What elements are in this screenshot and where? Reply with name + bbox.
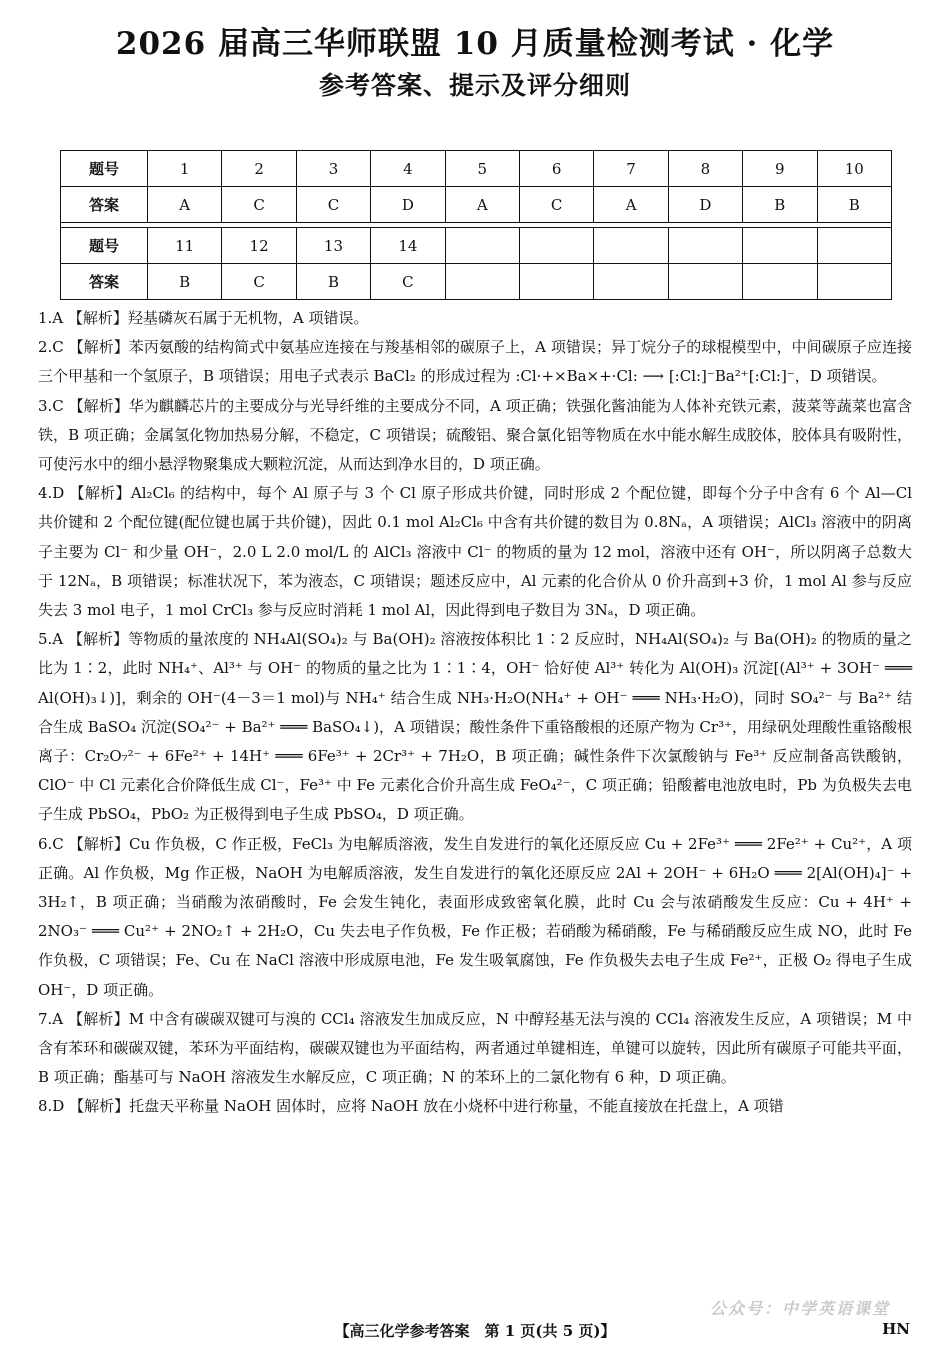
page-subtitle: 参考答案、提示及评分细则	[318, 71, 631, 100]
question-number-cell: 5	[445, 151, 519, 187]
explanation-item: 2.C 【解析】苯丙氨酸的结构简式中氨基应连接在与羧基相邻的碳原子上，A 项错误；异丁烷分子的球棍模型中，中间碳原子应连接三个甲基和一个氢原子，B 项错误；用电子式表示 BaCl₂ 的形成过程为 :Cl·+×Ba×+·Cl: ⟶ [:Cl:]⁻Ba²⁺[:Cl:]⁻，D 项错误。	[38, 338, 912, 386]
answer-row	[61, 187, 892, 223]
question-number-cell: 10	[817, 151, 891, 187]
answer-cell: B	[817, 187, 891, 223]
question-number-cell: 8	[668, 151, 742, 187]
answer-cell	[817, 264, 891, 300]
page-footer: 【高三化学参考答案 第 1 页(共 5 页)】	[334, 1322, 616, 1340]
question-number-row-label: 题号	[61, 151, 148, 187]
question-number-cell: 12	[222, 228, 296, 264]
question-number-cell: 14	[371, 228, 445, 264]
question-number-cell: 2	[222, 151, 296, 187]
question-number-row	[61, 228, 892, 264]
question-number-cell: 6	[519, 151, 593, 187]
explanation-item: 6.C 【解析】Cu 作负极，C 作正极，FeCl₃ 为电解质溶液，发生自发进行的氧化还原反应 Cu + 2Fe³⁺ ═══ 2Fe²⁺ + Cu²⁺，A 项正确。Al 作负极，Mg 作正极，NaOH 为电解质溶液，发生自发进行的氧化还原反应 2Al + 2OH⁻ + 6H₂O ═══ 2[Al(OH)₄]⁻ + 3H₂↑，B 项正确；当硝酸为浓硝酸时，Fe 会发生钝化，表面形成致密氧化膜，此时 Cu 会与浓硝酸发生反应：Cu + 4H⁺ + 2NO₃⁻ ═══ Cu²⁺ + 2NO₂↑ + 2H₂O，Cu 失去电子作负极，Fe 作正极；若硝酸为稀硝酸，Fe 与稀硝酸反应生成 NO，此时 Fe 作负极，C 项错误；Fe、Cu 在 NaCl 溶液中形成原电池，Fe 发生吸氧腐蚀，Fe 作负极失去电子生成 Fe²⁺，正极 O₂ 得电子生成 OH⁻，D 项正确。	[38, 834, 912, 999]
answer-cell: D	[371, 187, 445, 223]
question-number-cell: 7	[594, 151, 668, 187]
answer-cell: A	[148, 187, 222, 223]
answer-row	[61, 264, 892, 300]
answer-cell	[445, 264, 519, 300]
explanation-item: 3.C 【解析】华为麒麟芯片的主要成分与光导纤维的主要成分不同，A 项正确；铁强化酱油能为人体补充铁元素，菠菜等蔬菜也富含铁，B 项正确；金属氢化物加热易分解，不稳定，C 项错误；硫酸铝、聚合氯化铝等物质在水中能水解生成胶体，胶体具有吸附性，可使污水中的细小悬浮物聚集成大颗粒沉淀，从而达到净水目的，D 项正确。	[38, 396, 912, 474]
answer-row-label: 答案	[61, 187, 148, 223]
answer-cell: C	[371, 264, 445, 300]
explanation-item: 1.A 【解析】羟基磷灰石属于无机物，A 项错误。	[38, 309, 369, 327]
answer-cell	[594, 264, 668, 300]
question-number-cell	[445, 228, 519, 264]
explanation-item: 4.D 【解析】Al₂Cl₆ 的结构中，每个 Al 原子与 3 个 Cl 原子形成共价键，同时形成 2 个配位键，即每个分子中含有 6 个 Al—Cl 共价键和 2 个配位键(配位键也属于共价键)，因此 0.1 mol Al₂Cl₆ 中含有共价键的数目为 0.8Nₐ，A 项错误；AlCl₃ 溶液中的阴离子主要为 Cl⁻ 和少量 OH⁻，2.0 L 2.0 mol/L 的 AlCl₃ 溶液中 Cl⁻ 的物质的量为 12 mol，溶液中还有 OH⁻，所以阴离子总数大于 12Nₐ，B 项错误；标准状况下，苯为液态，C 项错误；题述反应中，Al 元素的化合价从 0 价升高到+3 价，1 mol Al 参与反应失去 3 mol 电子，1 mol CrCl₃ 参与反应时消耗 1 mol Al，因此得到电子数目为 3Nₐ，D 项正确。	[38, 484, 912, 620]
region-code: HN	[882, 1320, 910, 1338]
answer-cell: C	[296, 187, 370, 223]
question-number-cell: 4	[371, 151, 445, 187]
answer-row-label: 答案	[61, 264, 148, 300]
question-number-cell: 9	[743, 151, 817, 187]
page-title: 2026 届高三华师联盟 10 月质量检测考试 · 化学	[115, 26, 835, 62]
question-number-cell: 1	[148, 151, 222, 187]
answer-cell: B	[296, 264, 370, 300]
answer-cell: A	[594, 187, 668, 223]
answer-cell	[743, 264, 817, 300]
explanation-item: 8.D 【解析】托盘天平称量 NaOH 固体时，应将 NaOH 放在小烧杯中进行称量，不能直接放在托盘上，A 项错	[38, 1097, 784, 1116]
answer-cell: B	[743, 187, 817, 223]
answer-cell: C	[222, 264, 296, 300]
question-number-row	[61, 151, 892, 187]
answer-cell	[519, 264, 593, 300]
explanation-item: 5.A 【解析】等物质的量浓度的 NH₄Al(SO₄)₂ 与 Ba(OH)₂ 溶液按体积比 1∶2 反应时，NH₄Al(SO₄)₂ 与 Ba(OH)₂ 的物质的量之比为 1∶2，此时 NH₄⁺、Al³⁺ 与 OH⁻ 的物质的量之比为 1∶1∶4，OH⁻ 恰好使 Al³⁺ 转化为 Al(OH)₃ 沉淀[(Al³⁺ + 3OH⁻ ═══ Al(OH)₃↓)]，剩余的 OH⁻(4－3＝1 mol)与 NH₄⁺ 结合生成 NH₃·H₂O(NH₄⁺ + OH⁻ ═══ NH₃·H₂O)，同时 SO₄²⁻ 与 Ba²⁺ 结合生成 BaSO₄ 沉淀(SO₄²⁻ + Ba²⁺ ═══ BaSO₄↓)，A 项错误；酸性条件下重铬酸根的还原产物为 Cr³⁺，用绿矾处理酸性重铬酸根离子：Cr₂O₇²⁻ + 6Fe²⁺ + 14H⁺ ═══ 6Fe³⁺ + 2Cr³⁺ + 7H₂O，B 项正确；碱性条件下次氯酸钠与 Fe³⁺ 反应制备高铁酸钠，ClO⁻ 中 Cl 元素化合价降低生成 Cl⁻，Fe³⁺ 中 Fe 元素化合价升高生成 FeO₄²⁻，C 项正确；铅酸蓄电池放电时，Pb 为负极失去电子生成 PbSO₄，PbO₂ 为正极得到电子生成 PbSO₄，D 项正确。	[38, 630, 913, 824]
question-number-cell: 11	[148, 228, 222, 264]
answer-table	[60, 150, 892, 300]
answer-cell: D	[668, 187, 742, 223]
question-number-cell: 13	[296, 228, 370, 264]
question-number-cell	[743, 228, 817, 264]
question-number-cell	[519, 228, 593, 264]
answer-cell	[668, 264, 742, 300]
question-number-cell: 3	[296, 151, 370, 187]
watermark: 公众号：中学英语课堂	[709, 1299, 890, 1318]
answer-cell: B	[148, 264, 222, 300]
explanations	[38, 304, 912, 1122]
question-number-cell	[668, 228, 742, 264]
question-number-row-label: 题号	[61, 228, 148, 264]
question-number-cell	[594, 228, 668, 264]
answer-cell: C	[222, 187, 296, 223]
answer-cell: A	[445, 187, 519, 223]
answer-cell: C	[519, 187, 593, 223]
question-number-cell	[817, 228, 891, 264]
explanation-item: 7.A 【解析】M 中含有碳碳双键可与溴的 CCl₄ 溶液发生加成反应，N 中醇羟基无法与溴的 CCl₄ 溶液发生反应，A 项错误；M 中含有苯环和碳碳双键，苯环为平面结构，碳碳双键也为平面结构，两者通过单键相连，单键可以旋转，因此所有碳原子可能共平面，B 项正确；酯基可与 NaOH 溶液发生水解反应，C 项正确；N 的苯环上的二氯化物有 6 种，D 项正确。	[38, 1009, 912, 1087]
